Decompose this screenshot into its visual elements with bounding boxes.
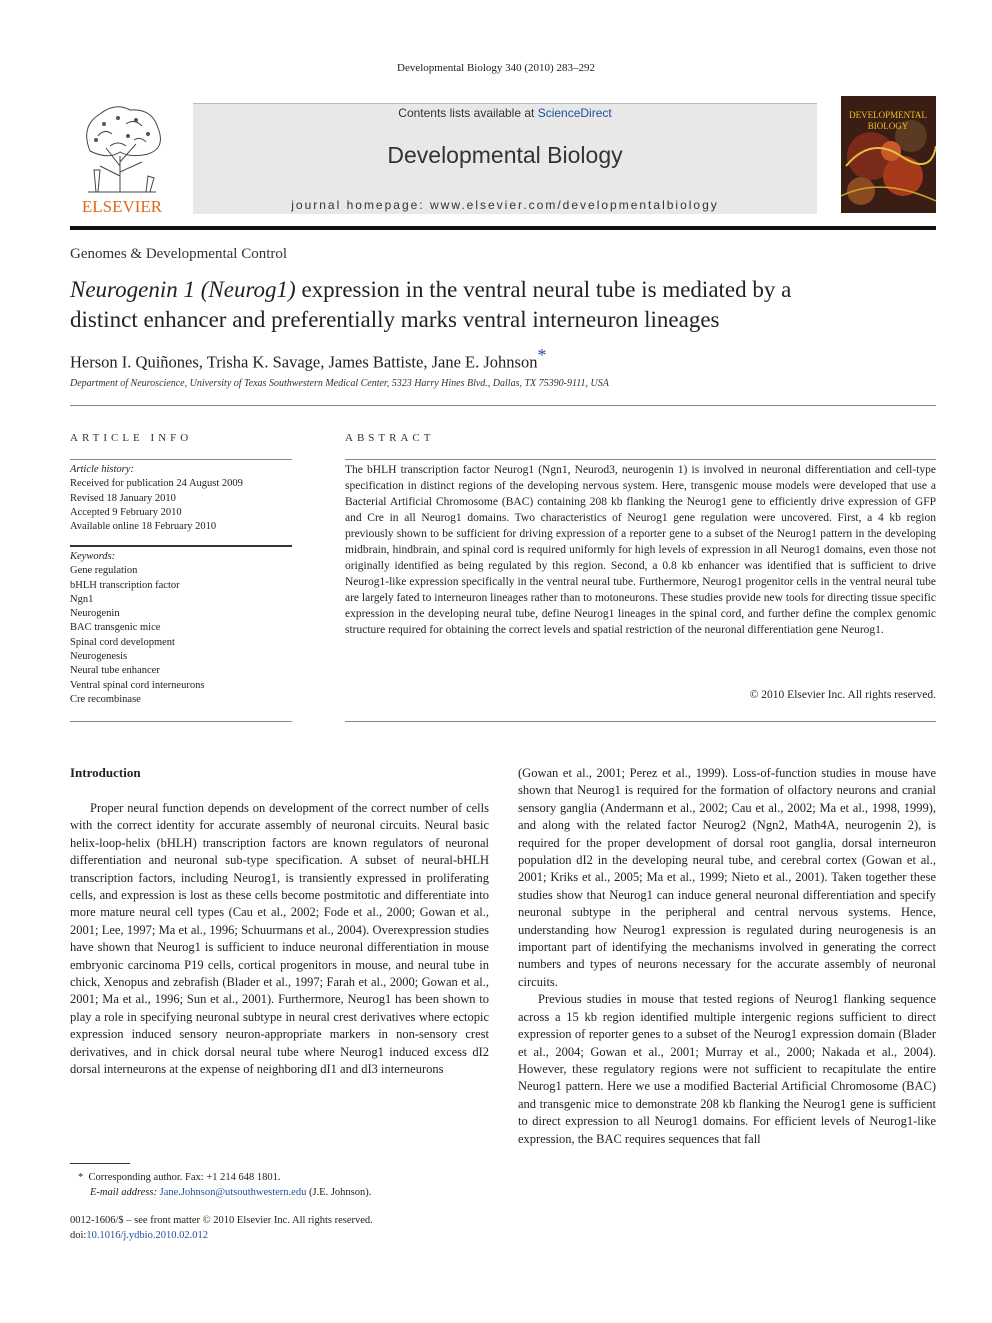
title-line2: distinct enhancer and preferentially marks ventral interneuron lineages [70,307,720,332]
section-label: Genomes & Developmental Control [70,246,288,262]
homepage-prefix: journal homepage: [291,198,430,212]
article-info-header: ARTICLE INFO [70,432,193,444]
cover-title-2: BIOLOGY [867,121,909,131]
cover-art [841,96,936,213]
issn-line: 0012-1606/$ – see front matter © 2010 Elsevier Inc. All rights reserved. [70,1215,373,1226]
keyword: Ngn1 [70,593,94,605]
keyword: Ventral spinal cord interneurons [70,679,205,691]
article-info-rule [70,459,292,460]
abstract-rule [345,459,936,460]
masthead-rule [70,226,936,230]
cover-title-1: DEVELOPMENTAL [849,110,927,120]
title-line1: expression in the ventral neural tube is mediated by a [295,277,792,302]
keyword: Neurogenesis [70,651,128,663]
email-link[interactable]: Jane.Johnson@utsouthwestern.edu [159,1187,307,1198]
article-history [70,463,292,534]
keyword: Neurogenin [70,608,120,620]
intro-right-column [518,765,936,1148]
article-title [70,275,936,335]
intro-paragraph: (Gowan et al., 2001; Perez et al., 1999). Loss-of-function studies in mouse have shown that Neurog1 is required for the formation of olfactory neurons and cranial sensory ganglia (Andermann et al., 2002; Cau et al., 2002; Ma et al., 1998, 1999), and along with the related factor Neurog2 (Ngn2, Math4A, neurogenin 2), is required for the proper development of dorsal root ganglia, dorsal interneuron population dI2 in the developing neural tube, and cerebral cortex (Gowan et al., 2001; Kriks et al., 2005; Ma et al., 1999; Nieto et al., 2001). Taken together these studies show that Neurog1 can induce general neuronal differentiation and specify neuronal subtype in the peripheral and central nervous systems. Hence, understanding how Neurog1 expression is regulated during neurogenesis is an important part of identifying the mechanisms involved in generating the correct numbers and types of neurons necessary for the accurate assembly of neuronal circuits. [518,766,936,989]
contents-prefix: Contents lists available at [398,106,538,120]
footnote-rule [70,1163,130,1164]
doi-label: doi: [70,1230,87,1241]
header-rule [70,405,936,406]
homepage-url[interactable]: www.elsevier.com/developmentalbiology [429,198,719,212]
intro-paragraph: Proper neural function depends on development of the correct number of cells with the correct identity for accurate assembly of neuronal circuits. Neural basic helix-loop-helix (bHLH) transcription factors are known regulators of neuronal differentiation and neuronal sub-type specification. A subset of neural-bHLH transcription factors, including Neurog1, is transiently expressed in proliferating cells, and expression is lost as these cells become postmitotic and differentiate into more mature neural cell types (Cau et al., 2002; Fode et al., 2000; Gowan et al., 2001; Lee, 1997; Ma et al., 1996; Schuurmans et al., 2004). Overexpression studies have shown that Neurog1 is sufficient to induce neuronal differentiation in mouse embryonic carcinoma P19 cells, cortical progenitors in mouse, and neural tube in chick, Xenopus and zebrafish (Blader et al., 1997; Farah et al., 2000; Gowan et al., 2001; Ma et al., 1996; Sun et al., 2001). Furthermore, Neurog1 has been shown to play a role in specifying neuronal subtype in neural crest derivatives where ectopic expression induced sensory neuron-appropriate markers in non-sensory crest derivatives, and in chick dorsal neural tube where Neurog1 induced excess dI2 dorsal interneurons at the expense of neighboring dI1 and dI3 interneurons [70,801,489,1077]
email-suffix: (J.E. Johnson). [306,1187,372,1198]
journal-citation: Developmental Biology 340 (2010) 283–292 [397,62,595,74]
history-accepted: Accepted 9 February 2010 [70,506,182,518]
keywords-label: Keywords: [70,551,116,562]
history-rule [70,545,292,547]
masthead-box [193,103,817,214]
elsevier-logo[interactable] [70,96,174,216]
front-matter [70,1213,490,1243]
footnote [78,1170,498,1200]
keyword: Cre recombinase [70,693,141,705]
keywords-block [70,550,292,707]
sciencedirect-link[interactable]: ScienceDirect [537,106,612,120]
doi-link[interactable]: 10.1016/j.ydbio.2010.02.012 [86,1230,208,1241]
abstract-text: The bHLH transcription factor Neurog1 (Ngn1, Neurod3, neurogenin 1) is involved in neuronal differentiation and cell-type specification in distinct regions of the developing nervous system. Here, transgenic mouse models were developed that use a Bacterial Artificial Chromosome (BAC) containing 208 kb flanking the Neurog1 gene to efficiently drive expression of GFP and Cre in all Neurog1 domains. Two characteristics of Neurog1 gene regulation were uncovered. First, a 4 kb region previously shown to be sufficient for driving expression of a reporter gene to a subset of the Neurog1 pattern in the developing midbrain, hindbrain, and spinal cord is required uniformly for high levels of expression in all Neurog1 domains, even those not originally identified as being regulated by this region. Second, a 0.8 kb enhancer was identified that is sufficient to drive Neurog1-like expression specifically in the ventral neural tube. Furthermore, Neurog1 progenitor cells in the ventral neural tube are largely fated to interneuron lineages rather than to motoneurons. These studies provide new tools for directing tissue specific expression in the developing neural tube, define Neurog1 lineages in the spinal cord, and further define the complex genomic structure required for obtaining the correct levels and spatial restriction of the neuronal differentiation gene Neurog1. [345,464,936,636]
history-online: Available online 18 February 2010 [70,521,217,533]
authors-line [70,345,546,373]
contents-line [193,106,817,120]
copyright: © 2010 Elsevier Inc. All rights reserved. [749,689,936,701]
abstract-bottom-rule [345,721,936,722]
corresponding-note: Corresponding author. Fax: +1 214 648 1801. [88,1172,281,1183]
history-received: Received for publication 24 August 2009 [70,478,243,490]
affiliation: Department of Neuroscience, University of Texas Southwestern Medical Center, 5323 Harry Hines Blvd., Dallas, TX 75390-9111, USA [70,378,609,389]
journal-name: Developmental Biology [387,142,623,168]
keyword: Neural tube enhancer [70,665,160,677]
corresponding-author-mark[interactable]: * [537,345,547,365]
journal-cover-image[interactable] [841,96,936,213]
intro-paragraph: Previous studies in mouse that tested regions of Neurog1 flanking sequence across a 15 kb region identified multiple intergenic regions sufficient to direct expression of reporter genes to a subset of the Neurog1 expression domain (Blader et al., 2004; Gowan et al., 2001; Murray et al., 2000; Nakada et al., 2004). However, these regulatory regions were not sufficient to recapitulate the entire Neurog1 pattern. Here we use a modified Bacterial Artificial Chromosome (BAC) and transgenic mice to demonstrate 208 kb flanking the Neurog1 gene is sufficient to direct expression to all Neurog1 domains. For efficient levels of Neurog1-like expression, the BAC requires sequences that fall [518,992,936,1146]
title-gene-name: Neurogenin 1 (Neurog1) [70,277,296,302]
keyword: Spinal cord development [70,636,175,648]
intro-left-column [70,800,489,1079]
history-label: Article history: [70,464,134,475]
keyword: bHLH transcription factor [70,579,180,591]
abstract-header: ABSTRACT [345,432,435,444]
homepage-line [193,198,817,212]
intro-heading: Introduction [70,765,141,780]
keywords-rule [70,721,292,722]
keyword: BAC transgenic mice [70,622,161,634]
elsevier-tree-icon [70,96,174,216]
publisher-logo-text: ELSEVIER [81,197,163,216]
keyword: Gene regulation [70,565,138,577]
authors: Herson I. Quiñones, Trisha K. Savage, James Battiste, Jane E. Johnson [70,352,538,372]
footnote-mark: * [78,1172,84,1183]
email-label: E-mail address: [90,1187,157,1198]
history-revised: Revised 18 January 2010 [70,492,176,504]
